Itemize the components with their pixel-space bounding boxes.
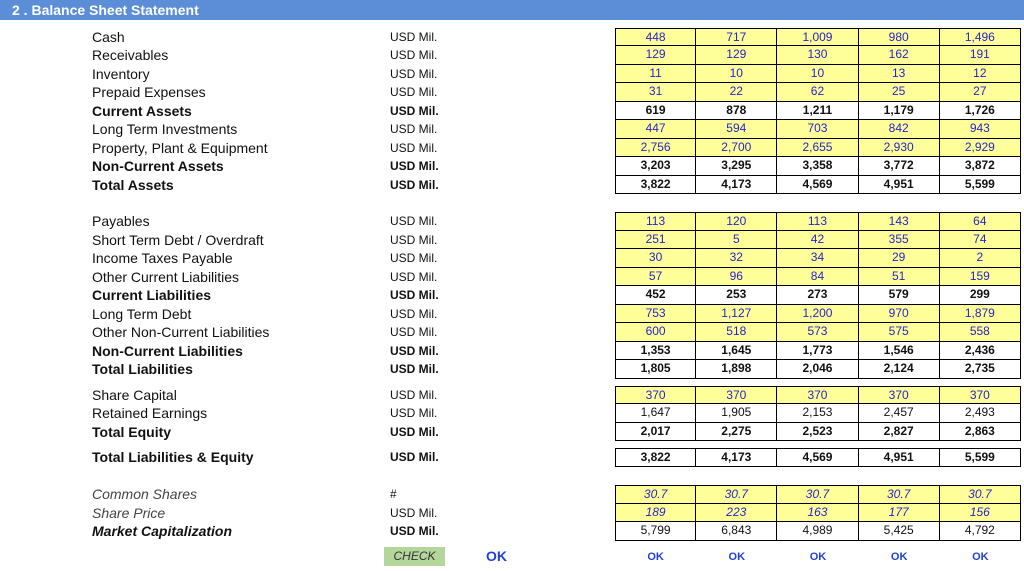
- value-cell: 4,951: [859, 448, 940, 467]
- value-cell[interactable]: 518: [696, 323, 777, 342]
- value-cell[interactable]: 370: [859, 386, 940, 405]
- row-unit: USD Mil.: [390, 29, 438, 44]
- row-unit: USD Mil.: [390, 66, 438, 81]
- row-label: Non-Current Assets: [92, 158, 224, 174]
- row-label: Current Liabilities: [92, 287, 212, 303]
- row-label: Long Term Debt: [92, 305, 192, 322]
- row-values: [615, 83, 1021, 102]
- value-cell[interactable]: 13: [859, 65, 940, 84]
- value-cell: 273: [777, 286, 858, 305]
- value-cell[interactable]: 1,496: [940, 28, 1021, 47]
- value-cell: 1,546: [859, 342, 940, 361]
- row-values: [615, 360, 1021, 379]
- value-cell[interactable]: 64: [940, 212, 1021, 231]
- row-label: Inventory: [92, 65, 150, 82]
- row-values: [615, 404, 1021, 423]
- value-cell[interactable]: 1,200: [777, 305, 858, 324]
- row-unit: USD Mil.: [390, 214, 438, 228]
- value-cell: 4,569: [777, 448, 858, 467]
- table-row: [0, 46, 1024, 65]
- row-unit: USD Mil.: [390, 406, 438, 420]
- value-cell[interactable]: 558: [940, 323, 1021, 342]
- row-unit: USD Mil.: [390, 140, 438, 155]
- row-values: [615, 305, 1021, 324]
- value-cell[interactable]: 594: [696, 120, 777, 139]
- value-cell[interactable]: 29: [859, 249, 940, 268]
- table-row: [0, 423, 1024, 442]
- value-cell: 2,275: [696, 423, 777, 442]
- table-row: [0, 305, 1024, 324]
- value-cell[interactable]: 51: [859, 268, 940, 287]
- row-values: [615, 448, 1021, 467]
- table-row: [0, 231, 1024, 250]
- value-cell[interactable]: 11: [615, 65, 696, 84]
- table-row: [0, 157, 1024, 176]
- row-unit: USD Mil.: [390, 122, 438, 136]
- value-cell: 3,822: [615, 448, 696, 467]
- row-label: Property, Plant & Equipment: [92, 139, 268, 156]
- row-unit: USD Mil.: [390, 85, 438, 99]
- value-cell: 3,822: [615, 176, 696, 195]
- row-values: [615, 102, 1021, 121]
- value-cell: 2,735: [940, 360, 1021, 379]
- value-cell[interactable]: 27: [940, 83, 1021, 102]
- row-unit: USD Mil.: [390, 362, 439, 376]
- row-values: [615, 423, 1021, 442]
- row-values: [615, 46, 1021, 65]
- row-values: [615, 176, 1021, 195]
- value-cell[interactable]: 370: [615, 386, 696, 405]
- value-cell: 619: [615, 102, 696, 121]
- row-values: [615, 212, 1021, 231]
- column-check-status: OK: [728, 551, 746, 563]
- row-values: [615, 231, 1021, 250]
- check-button[interactable]: CHECK: [384, 547, 445, 566]
- value-cell[interactable]: 25: [859, 83, 940, 102]
- value-cell: 1,211: [777, 102, 858, 121]
- value-cell[interactable]: 113: [615, 212, 696, 231]
- value-cell: 3,772: [859, 157, 940, 176]
- value-cell[interactable]: 943: [940, 120, 1021, 139]
- table-row: [0, 386, 1024, 405]
- table-row: [0, 120, 1024, 139]
- table-row: [0, 268, 1024, 287]
- value-cell[interactable]: 2,756: [615, 139, 696, 158]
- value-cell[interactable]: 370: [696, 386, 777, 405]
- table-row: [0, 28, 1024, 47]
- column-check-row: [615, 550, 1021, 564]
- table-row: [0, 286, 1024, 305]
- value-cell[interactable]: 2,930: [859, 139, 940, 158]
- value-cell[interactable]: 448: [615, 28, 696, 47]
- table-row: [0, 139, 1024, 158]
- value-cell[interactable]: 32: [696, 249, 777, 268]
- row-unit: USD Mil.: [390, 232, 438, 247]
- column-check-status: OK: [890, 551, 908, 563]
- row-unit: #: [390, 487, 397, 501]
- value-cell[interactable]: 970: [859, 305, 940, 324]
- row-unit: USD Mil.: [390, 505, 438, 520]
- table-row: [0, 360, 1024, 379]
- row-unit: USD Mil.: [390, 343, 439, 358]
- value-cell[interactable]: 223: [696, 504, 777, 523]
- row-label: Market Capitalization: [92, 523, 233, 539]
- value-cell[interactable]: 30.7: [859, 485, 940, 504]
- table-row: [0, 404, 1024, 423]
- table-row: [0, 485, 1024, 504]
- row-values: [615, 249, 1021, 268]
- row-label: Retained Earnings: [92, 405, 208, 421]
- value-cell: 1,726: [940, 102, 1021, 121]
- value-cell: 4,173: [696, 448, 777, 467]
- value-cell: 2,046: [777, 360, 858, 379]
- row-values: [615, 323, 1021, 342]
- section-header: [0, 0, 1024, 20]
- row-values: [615, 522, 1021, 541]
- column-check-status: OK: [647, 551, 664, 563]
- row-values: [615, 286, 1021, 305]
- table-row: [0, 323, 1024, 342]
- value-cell: 5,425: [859, 522, 940, 541]
- value-cell[interactable]: 2: [940, 249, 1021, 268]
- value-cell: 878: [696, 102, 777, 121]
- row-values: [615, 485, 1021, 504]
- value-cell: 3,295: [696, 157, 777, 176]
- value-cell[interactable]: 129: [615, 46, 696, 65]
- check-status: OK: [486, 548, 507, 564]
- row-label: Short Term Debt / Overdraft: [92, 231, 264, 248]
- value-cell[interactable]: 156: [940, 504, 1021, 523]
- table-row: [0, 522, 1024, 541]
- value-cell[interactable]: 2,700: [696, 139, 777, 158]
- value-cell[interactable]: 22: [696, 83, 777, 102]
- value-cell[interactable]: 370: [777, 386, 858, 405]
- value-cell[interactable]: 96: [696, 268, 777, 287]
- value-cell: 2,827: [859, 423, 940, 442]
- row-label: Total Assets: [92, 176, 174, 193]
- row-label: Income Taxes Payable: [92, 250, 233, 266]
- row-unit: USD Mil.: [390, 288, 439, 302]
- row-label: Other Non-Current Liabilities: [92, 324, 270, 340]
- value-cell: 6,843: [696, 522, 777, 541]
- value-cell[interactable]: 12: [940, 65, 1021, 84]
- value-cell: 1,353: [615, 342, 696, 361]
- value-cell: 5,599: [940, 448, 1021, 467]
- value-cell: 1,905: [696, 404, 777, 423]
- row-unit: USD Mil.: [390, 325, 438, 339]
- value-cell[interactable]: 42: [777, 231, 858, 250]
- value-cell: 4,173: [696, 176, 777, 195]
- value-cell: 2,436: [940, 342, 1021, 361]
- table-row: [0, 504, 1024, 523]
- row-unit: USD Mil.: [390, 103, 439, 118]
- row-unit: USD Mil.: [390, 306, 438, 321]
- row-label: Total Liabilities & Equity: [92, 449, 254, 465]
- row-values: [615, 342, 1021, 361]
- column-check-status: OK: [972, 551, 989, 563]
- value-cell[interactable]: 573: [777, 323, 858, 342]
- row-unit: USD Mil.: [390, 269, 438, 284]
- value-cell[interactable]: 34: [777, 249, 858, 268]
- table-row: [0, 249, 1024, 268]
- table-row: [0, 448, 1024, 467]
- value-cell: 5,799: [615, 522, 696, 541]
- value-cell[interactable]: 717: [696, 28, 777, 47]
- value-cell: 579: [859, 286, 940, 305]
- row-label: Other Current Liabilities: [92, 268, 240, 285]
- row-unit: USD Mil.: [390, 177, 439, 192]
- value-cell[interactable]: 753: [615, 305, 696, 324]
- value-cell[interactable]: 31: [615, 83, 696, 102]
- value-cell[interactable]: 143: [859, 212, 940, 231]
- section-title: 2 . Balance Sheet Statement: [12, 2, 199, 18]
- value-cell: 2,493: [940, 404, 1021, 423]
- value-cell: 4,951: [859, 176, 940, 195]
- value-cell[interactable]: 1,009: [777, 28, 858, 47]
- row-label: Total Equity: [92, 423, 172, 440]
- value-cell[interactable]: 62: [777, 83, 858, 102]
- value-cell: 3,358: [777, 157, 858, 176]
- value-cell[interactable]: 251: [615, 231, 696, 250]
- value-cell[interactable]: 842: [859, 120, 940, 139]
- row-label: Common Shares: [92, 486, 198, 502]
- value-cell: 1,179: [859, 102, 940, 121]
- value-cell[interactable]: 30.7: [777, 485, 858, 504]
- row-label: Non-Current Liabilities: [92, 342, 243, 359]
- value-cell: 452: [615, 286, 696, 305]
- row-unit: USD Mil.: [390, 48, 438, 62]
- row-label: Cash: [92, 28, 125, 45]
- row-label: Total Liabilities: [92, 361, 193, 377]
- value-cell: 299: [940, 286, 1021, 305]
- value-cell[interactable]: 120: [696, 212, 777, 231]
- value-cell[interactable]: 84: [777, 268, 858, 287]
- value-cell: 1,645: [696, 342, 777, 361]
- value-cell[interactable]: 30.7: [615, 485, 696, 504]
- value-cell[interactable]: 30: [615, 249, 696, 268]
- value-cell[interactable]: 113: [777, 212, 858, 231]
- value-cell: 1,805: [615, 360, 696, 379]
- table-row: [0, 212, 1024, 231]
- value-cell[interactable]: 2,929: [940, 139, 1021, 158]
- row-label: Current Assets: [92, 102, 192, 119]
- row-values: [615, 139, 1021, 158]
- value-cell[interactable]: 159: [940, 268, 1021, 287]
- row-label: Share Capital: [92, 386, 177, 403]
- value-cell: 1,898: [696, 360, 777, 379]
- value-cell[interactable]: 129: [696, 46, 777, 65]
- value-cell[interactable]: 30.7: [940, 485, 1021, 504]
- value-cell: 2,017: [615, 423, 696, 442]
- table-row: [0, 176, 1024, 195]
- column-check-status: OK: [809, 551, 827, 563]
- value-cell: 4,569: [777, 176, 858, 195]
- row-label: Prepaid Expenses: [92, 84, 206, 100]
- row-label: Long Term Investments: [92, 121, 238, 137]
- value-cell[interactable]: 703: [777, 120, 858, 139]
- value-cell: 3,203: [615, 157, 696, 176]
- row-unit: USD Mil.: [390, 450, 439, 464]
- row-values: [615, 157, 1021, 176]
- row-values: [615, 65, 1021, 84]
- value-cell: 4,792: [940, 522, 1021, 541]
- row-values: [615, 120, 1021, 139]
- value-cell[interactable]: 575: [859, 323, 940, 342]
- value-cell[interactable]: 447: [615, 120, 696, 139]
- value-cell[interactable]: 370: [940, 386, 1021, 405]
- row-values: [615, 28, 1021, 47]
- value-cell[interactable]: 189: [615, 504, 696, 523]
- row-unit: USD Mil.: [390, 159, 439, 173]
- value-cell: 2,523: [777, 423, 858, 442]
- value-cell[interactable]: 5: [696, 231, 777, 250]
- row-unit: USD Mil.: [390, 251, 438, 265]
- value-cell: 1,647: [615, 404, 696, 423]
- value-cell: 2,153: [777, 404, 858, 423]
- table-row: [0, 102, 1024, 121]
- value-cell: 253: [696, 286, 777, 305]
- value-cell: 4,989: [777, 522, 858, 541]
- table-row: [0, 83, 1024, 102]
- value-cell[interactable]: 130: [777, 46, 858, 65]
- value-cell: 5,599: [940, 176, 1021, 195]
- value-cell[interactable]: 191: [940, 46, 1021, 65]
- value-cell[interactable]: 74: [940, 231, 1021, 250]
- row-label: Receivables: [92, 47, 169, 63]
- value-cell[interactable]: 163: [777, 504, 858, 523]
- table-row: [0, 65, 1024, 84]
- value-cell[interactable]: 600: [615, 323, 696, 342]
- row-values: [615, 386, 1021, 405]
- value-cell[interactable]: 1,879: [940, 305, 1021, 324]
- value-cell: 2,124: [859, 360, 940, 379]
- row-label: Payables: [92, 213, 150, 229]
- value-cell[interactable]: 2,655: [777, 139, 858, 158]
- value-cell: 1,773: [777, 342, 858, 361]
- row-values: [615, 504, 1021, 523]
- value-cell[interactable]: 57: [615, 268, 696, 287]
- table-row: [0, 342, 1024, 361]
- row-unit: USD Mil.: [390, 387, 438, 402]
- row-values: [615, 268, 1021, 287]
- row-label: Share Price: [92, 504, 166, 521]
- value-cell[interactable]: 355: [859, 231, 940, 250]
- value-cell[interactable]: 30.7: [696, 485, 777, 504]
- value-cell[interactable]: 10: [777, 65, 858, 84]
- value-cell: 3,872: [940, 157, 1021, 176]
- value-cell[interactable]: 10: [696, 65, 777, 84]
- value-cell[interactable]: 162: [859, 46, 940, 65]
- value-cell: 2,863: [940, 423, 1021, 442]
- value-cell: 2,457: [859, 404, 940, 423]
- row-unit: USD Mil.: [390, 524, 439, 538]
- value-cell[interactable]: 1,127: [696, 305, 777, 324]
- row-unit: USD Mil.: [390, 424, 439, 439]
- value-cell[interactable]: 980: [859, 28, 940, 47]
- value-cell[interactable]: 177: [859, 504, 940, 523]
